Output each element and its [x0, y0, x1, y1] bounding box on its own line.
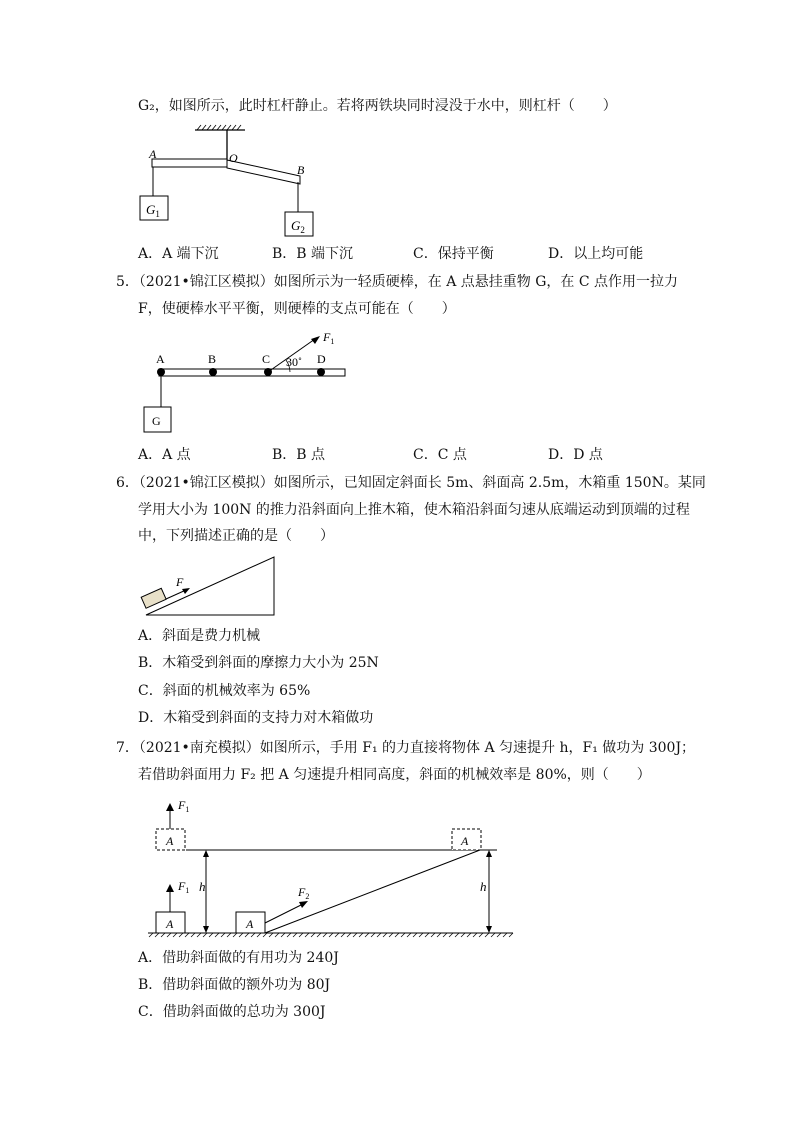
q4-option-b[interactable]: B．B 端下沉 [272, 246, 354, 262]
q5-option-d[interactable]: D．D 点 [548, 447, 603, 463]
q7-stem-line2: 若借助斜面用力 F₂ 把 A 匀速提升相同高度，斜面的机械效率是 80%，则（ ） [138, 767, 651, 783]
q6-force-label: F [176, 575, 184, 589]
q5-label-b: B [208, 352, 217, 366]
q4-label-o: O [229, 151, 238, 165]
q5-option-a[interactable]: A．A 点 [138, 447, 191, 463]
q7-option-b[interactable]: B．借助斜面做的额外功为 80J [138, 977, 331, 993]
q7-h-right-label: h [480, 879, 487, 894]
q7-box-slope-label: A [246, 917, 254, 931]
q7-box-top-right-label: A [461, 834, 469, 848]
q4-stem-line1: G₂，如图所示，此时杠杆静止。若将两铁块同时浸没于水中，则杠杆（ ） [138, 98, 617, 114]
q7-h-left-label: h [199, 879, 206, 894]
q5-rod-figure [140, 326, 360, 436]
q7-f1-top-label: $F_1$ [178, 798, 190, 814]
q6-option-c[interactable]: C．斜面的机械效率为 65% [138, 683, 311, 699]
q5-option-c[interactable]: C．C 点 [413, 447, 467, 463]
q6-option-b[interactable]: B．木箱受到斜面的摩擦力大小为 25N [138, 655, 379, 671]
q7-f2-label: $F_2$ [298, 885, 310, 901]
q4-g2-label: $G_2$ [291, 218, 305, 235]
q7-box-bottom-left-label: A [166, 917, 174, 931]
q5-angle-label: 30˚ [286, 355, 302, 369]
q5-label-c: C [262, 352, 271, 366]
q6-option-d[interactable]: D．木箱受到斜面的支持力对木箱做功 [138, 710, 374, 726]
q5-option-b[interactable]: B．B 点 [272, 447, 326, 463]
q7-option-c[interactable]: C．借助斜面做的总功为 300J [138, 1004, 326, 1020]
q6-stem-line1: 6．（2021•锦江区模拟）如图所示，已知固定斜面长 5m、斜面高 2.5m，木箱重 150N。某同 [116, 475, 706, 491]
q4-option-a[interactable]: A．A 端下沉 [138, 246, 219, 262]
q6-slope-figure [140, 556, 280, 618]
q5-stem-line1: 5．（2021•锦江区模拟）如图所示为一轻质硬棒，在 A 点悬挂重物 G，在 C 点作用一拉力 [116, 274, 679, 290]
q5-weight-label: G [152, 414, 161, 428]
q5-force-label: $F_1$ [323, 330, 335, 346]
q6-stem-line2: 学用大小为 100N 的推力沿斜面向上推木箱，使木箱沿斜面匀速从底端运动到顶端的过程 [138, 502, 690, 518]
q7-option-a[interactable]: A．借助斜面做的有用功为 240J [138, 950, 339, 966]
q5-label-a: A [156, 352, 165, 366]
q4-option-d[interactable]: D．以上均可能 [548, 246, 644, 262]
q4-label-b: B [297, 163, 305, 177]
q6-option-a[interactable]: A．斜面是费力机械 [138, 628, 261, 644]
q4-g1-label: $G_1$ [146, 202, 160, 219]
q6-stem-line3: 中，下列描述正确的是（ ） [138, 528, 334, 544]
q7-f1-bottom-label: $F_1$ [178, 879, 190, 895]
q7-lift-figure [135, 793, 515, 943]
q4-lever-figure [135, 124, 335, 244]
q5-label-d: D [317, 352, 326, 366]
q7-stem-line1: 7．（2021•南充模拟）如图所示，手用 F₁ 的力直接将物体 A 匀速提升 h，F₁ 做功为 300J； [116, 740, 696, 756]
q4-label-a: A [149, 147, 157, 161]
q4-option-c[interactable]: C．保持平衡 [413, 246, 494, 262]
q7-box-top-left-label: A [166, 834, 174, 848]
q5-stem-line2: F，使硬棒水平平衡，则硬棒的支点可能在（ ） [138, 301, 456, 317]
